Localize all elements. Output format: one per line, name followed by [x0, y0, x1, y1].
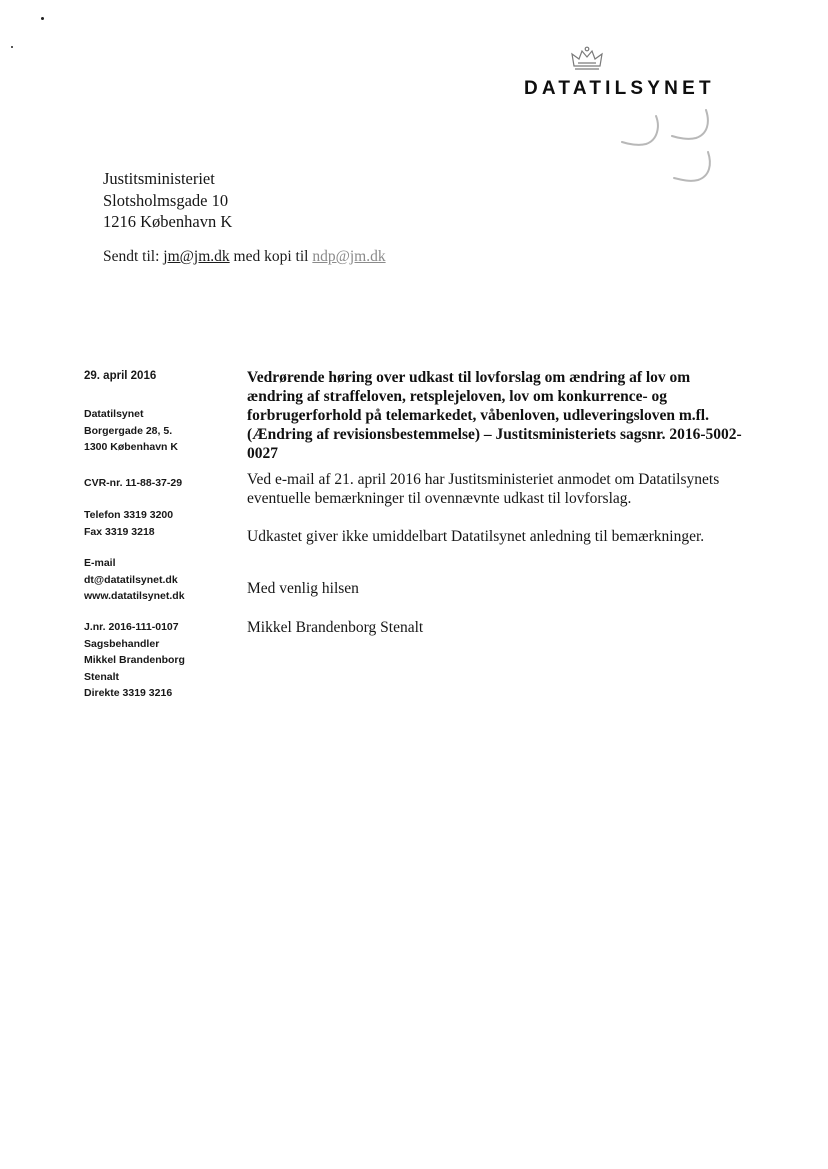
paragraph-1: Ved e-mail af 21. april 2016 har Justitsministeriet anmodet om Datatilsynets eventuelle bemærkninger til ovennævnte udkast til lovforslag.: [247, 471, 720, 507]
sender-org-name: Datatilsynet: [84, 408, 144, 420]
handwritten-marks: [616, 106, 732, 186]
scan-speck: [11, 46, 13, 48]
caseworker-name-2: Stenalt: [84, 670, 120, 683]
crown-icon: [570, 46, 604, 72]
letter-subject: Vedrørende høring over udkast til lovforslag om ændring af lov om ændring af straffeloven, retsplejeloven, lov om konkurrence- og forbrugerforhold på telemarkedet, våbenloven, udleveringsloven m.fl. (Ændring af revisionsbestemmelse) – Justitsministeriets sagsnr. 2016-5002-0027: [247, 369, 742, 462]
telefon: Telefon 3319 3200: [84, 509, 174, 521]
sender-web: www.datatilsynet.dk: [84, 590, 185, 602]
email-label: E-mail: [84, 557, 116, 569]
sender-city: 1300 København K: [84, 441, 178, 453]
cvr-number: CVR-nr. 11-88-37-29: [84, 477, 183, 489]
contact-info: [84, 555, 185, 605]
sender-email: dt@datatilsynet.dk: [84, 573, 178, 586]
recipient-address: [103, 168, 232, 233]
journal-number: J.nr. 2016-111-0107: [84, 621, 179, 633]
recipient-city: 1216 København K: [103, 212, 233, 231]
sent-to-prefix: Sendt til:: [103, 248, 160, 265]
recipient-street: Slotsholmsgade 10: [103, 190, 229, 210]
scan-speck: [41, 17, 44, 20]
sent-to-line: [103, 248, 386, 266]
recipient-name: Justitsministeriet: [103, 169, 215, 188]
sender-address: [84, 406, 178, 456]
caseworker-label: Sagsbehandler: [84, 637, 160, 650]
sent-to-email-link[interactable]: jm@jm.dk: [163, 248, 230, 265]
phone-fax: [84, 507, 173, 540]
paragraph-2: Udkastet giver ikke umiddelbart Datatilsynet anledning til bemærkninger.: [247, 528, 705, 545]
letter-date: 29. april 2016: [84, 370, 157, 382]
sent-to-middle: med kopi til: [233, 248, 309, 265]
sender-street: Borgergade 28, 5.: [84, 424, 173, 437]
cc-email-link[interactable]: ndp@jm.dk: [312, 248, 386, 265]
caseworker-name-1: Mikkel Brandenborg: [84, 654, 185, 666]
signature-name: Mikkel Brandenborg Stenalt: [247, 619, 424, 636]
fax: Fax 3319 3218: [84, 525, 155, 538]
logo-wordmark: DATATILSYNET: [524, 78, 715, 99]
case-info: [84, 619, 185, 702]
direct-phone: Direkte 3319 3216: [84, 687, 173, 699]
closing: Med venlig hilsen: [247, 580, 359, 597]
